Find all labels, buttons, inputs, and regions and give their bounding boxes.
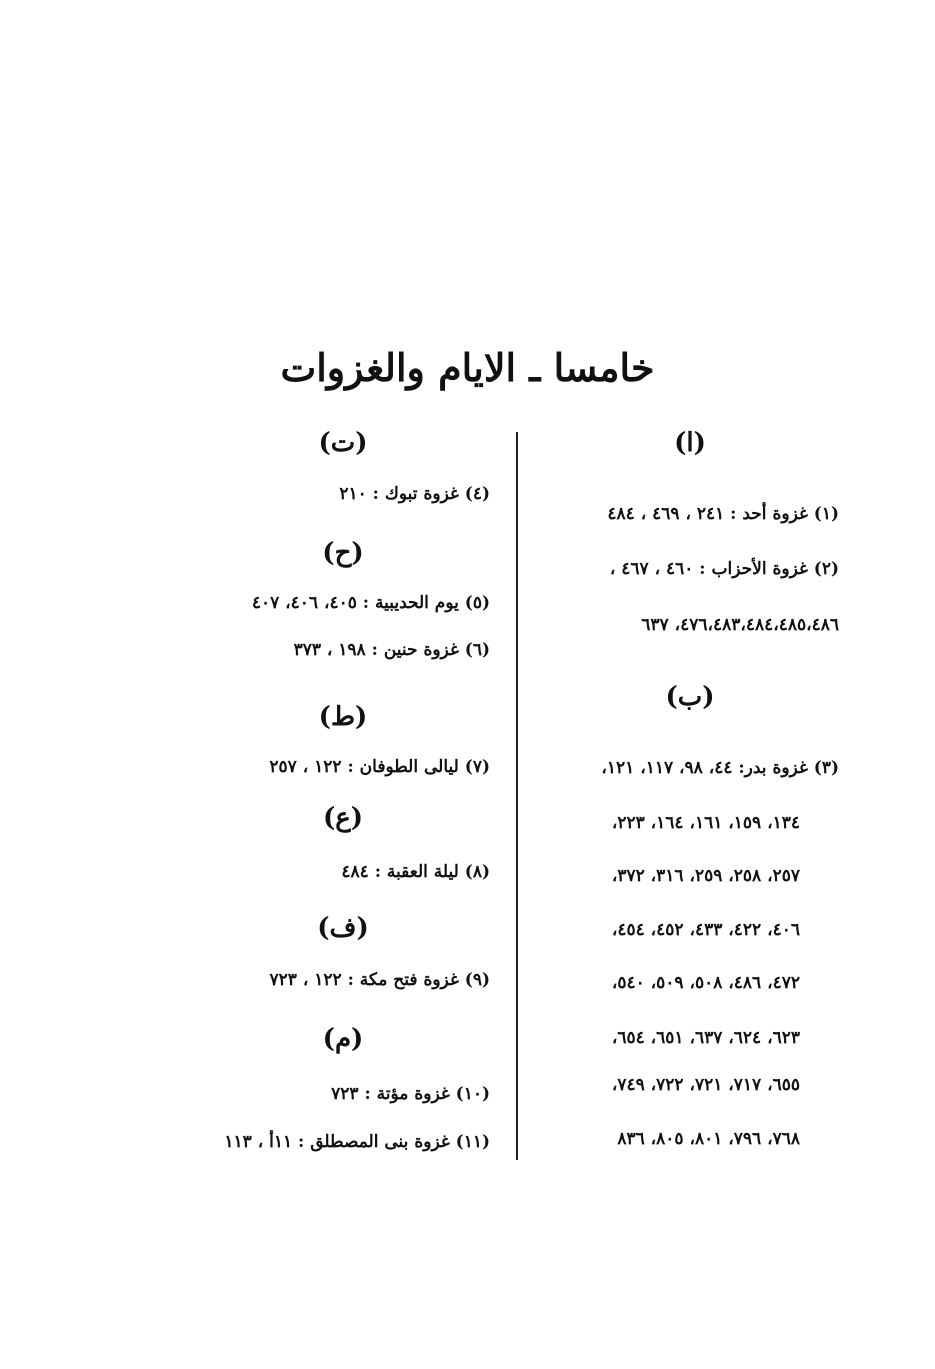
entry-5 — [252, 593, 490, 613]
entry-3-continuation — [612, 920, 800, 940]
page-title: خامسا ـ الايام والغزوات — [280, 345, 655, 390]
entry-7 — [269, 757, 490, 777]
entry-3-continuation — [617, 1129, 800, 1149]
entry-text: ٤٧٢، ٤٨٦، ٥٠٨، ٥٠٩، ٥٤٠، — [611, 973, 800, 993]
section-header-ba: (ب) — [665, 682, 715, 712]
entry-text: ٤٧٦،٤٨٣،٤٨٤،٤٨٥،٤٨٦، ٦٣٧ — [641, 615, 839, 635]
entry-3 — [601, 758, 839, 778]
entry-text: ليالى الطوفان : ١٢٢ ، ٢٥٧ — [269, 757, 459, 777]
section-header-ta: (ت) — [318, 428, 368, 458]
entry-text: ٤٠٦، ٤٢٢، ٤٣٣، ٤٥٢، ٤٥٤، — [611, 920, 800, 940]
entry-text: غزوة بنى المصطلق : ١١أ ، ١١٣ — [224, 1132, 450, 1152]
entry-text: ٢٥٧، ٢٥٨، ٢٥٩، ٣١٦، ٣٧٢، — [611, 866, 800, 886]
entry-number: (٦) — [464, 640, 490, 660]
entry-number: (٥) — [464, 593, 490, 613]
entry-number: (٤) — [464, 484, 490, 504]
section-header-mim: (م) — [322, 1024, 364, 1054]
entry-text: غزوة أحد : ٢٤١ ، ٤٦٩ ، ٤٨٤ — [607, 504, 808, 524]
entry-number: (١١) — [455, 1132, 490, 1152]
entry-11 — [224, 1132, 490, 1152]
entry-3-continuation — [612, 1028, 800, 1048]
entry-10 — [331, 1084, 490, 1104]
entry-8 — [341, 862, 490, 882]
section-header-fa: (ف) — [317, 913, 369, 943]
entry-number: (٣) — [813, 758, 839, 778]
entry-2-continuation — [641, 615, 839, 635]
entry-text: ٧٦٨، ٧٩٦، ٨٠١، ٨٠٥، ٨٣٦ — [617, 1129, 800, 1149]
entry-number: (١) — [813, 504, 839, 524]
entry-number: (١٠) — [455, 1084, 490, 1104]
section-header-ayn: (ع) — [322, 803, 364, 833]
entry-4 — [339, 484, 490, 504]
entry-text: غزوة تبوك : ٢١٠ — [339, 484, 459, 504]
entry-number: (٩) — [464, 970, 490, 990]
entry-number: (٨) — [464, 862, 490, 882]
entry-6 — [294, 640, 490, 660]
entry-3-continuation — [612, 973, 800, 993]
entry-3-continuation — [612, 866, 800, 886]
entry-1 — [607, 504, 839, 524]
entry-text: ١٣٤، ١٥٩، ١٦١، ١٦٤، ٢٢٣، — [611, 813, 800, 833]
entry-text: يوم الحديبية : ٤٠٥، ٤٠٦، ٤٠٧ — [251, 593, 459, 613]
entry-text: ٦٢٣، ٦٢٤، ٦٣٧، ٦٥١، ٦٥٤، — [611, 1028, 800, 1048]
entry-9 — [270, 970, 490, 990]
entry-text: غزوة مؤتة : ٧٢٣ — [331, 1084, 450, 1104]
entry-text: غزوة بدر: ٤٤، ٩٨، ١١٧، ١٢١، — [601, 758, 808, 778]
entry-number: (٢) — [813, 559, 839, 579]
entry-text: ٦٥٥، ٧١٧، ٧٢١، ٧٢٢، ٧٤٩، — [611, 1075, 800, 1095]
entry-3-continuation — [612, 1075, 800, 1095]
entry-text: ليلة العقبة : ٤٨٤ — [341, 862, 459, 882]
section-header-ha: (ح) — [322, 538, 364, 568]
entry-2 — [610, 559, 839, 579]
section-header-tta: (ط) — [318, 702, 368, 732]
entry-text: غزوة حنين : ١٩٨ ، ٣٧٣ — [293, 640, 459, 660]
column-divider — [516, 432, 518, 1160]
entry-text: غزوة الأحزاب : ٤٦٠ ، ٤٦٧ ، — [609, 559, 808, 579]
section-header-alif: (ا) — [674, 428, 706, 458]
entry-number: (٧) — [464, 757, 490, 777]
entry-text: غزوة فتح مكة : ١٢٢ ، ٧٢٣ — [269, 970, 459, 990]
entry-3-continuation — [612, 813, 800, 833]
